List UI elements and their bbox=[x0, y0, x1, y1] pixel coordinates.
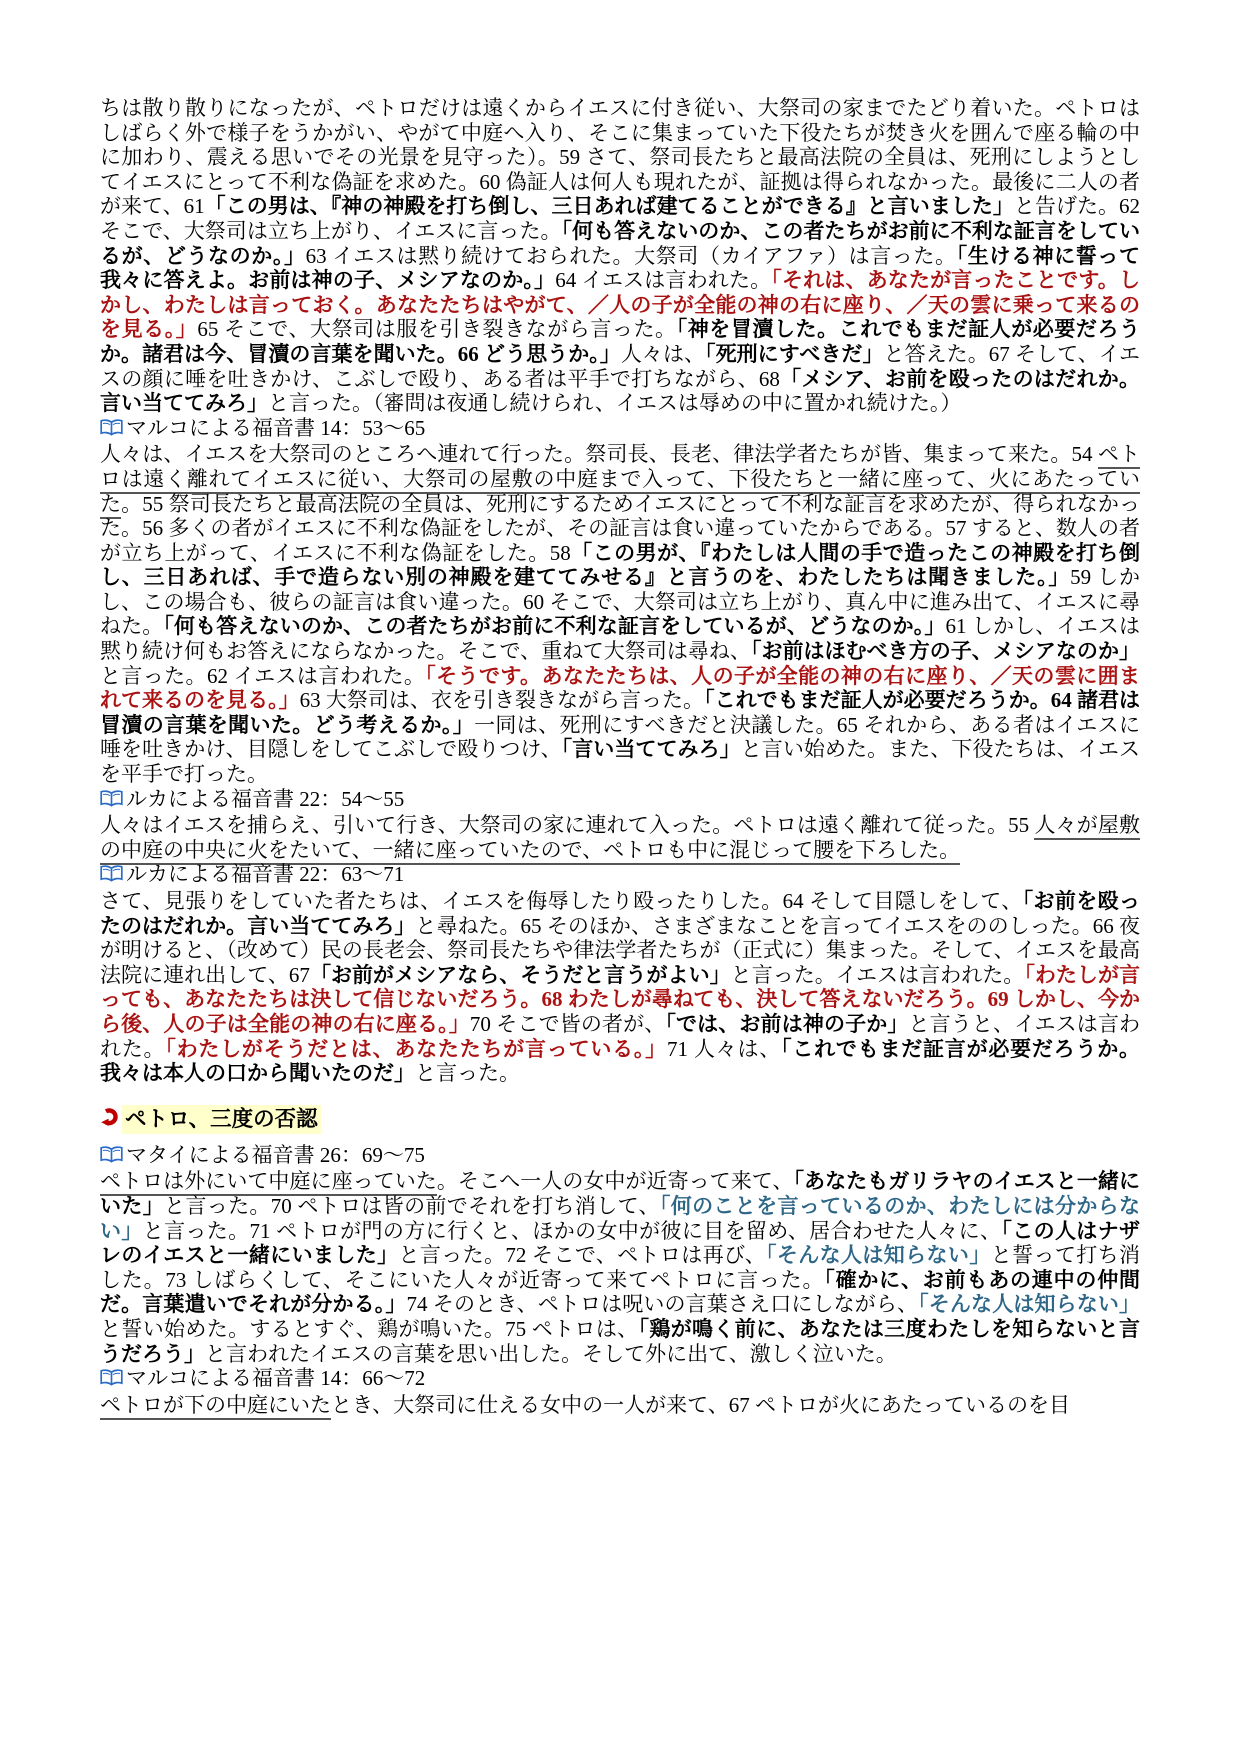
scripture-paragraph bbox=[100, 1393, 1140, 1418]
scripture-reference-label: ルカによる福音書 22：54～55 bbox=[126, 786, 405, 811]
scripture-reference bbox=[100, 1143, 1140, 1170]
body-text: 人々は、 bbox=[620, 341, 706, 366]
body-text: と言い始めた。また、下役たちは、イエスを平手で打った。 bbox=[100, 737, 1140, 787]
body-text: 65 そこで、大祭司は服を引き裂きながら言った。 bbox=[197, 317, 677, 342]
underlined-text: ペトロが下の中庭にいた bbox=[100, 1393, 331, 1420]
bold-quote-text: 「お前はほむべき方の子、メシアなのか」 bbox=[750, 639, 1140, 664]
body-text: と誓い始めた。するとすぐ、鶏が鳴いた。75 ペトロは、 bbox=[100, 1316, 639, 1341]
blue-emphasis-quote-text: 「そんな人は知らない」 bbox=[918, 1292, 1140, 1317]
body-text: 人々は、イエスを大祭司のところへ連れて行った。祭司長、長老、律法学者たちが皆、集まって来た。54 bbox=[100, 442, 1098, 467]
body-text: 63 大祭司は、衣を引き裂きながら言った。 bbox=[299, 688, 705, 713]
body-text: 61 しかし、イエスは黙り続け何もお答えにならなかった。そこで、重ねて大祭司は尋ね、 bbox=[100, 614, 1140, 664]
scripture-paragraph bbox=[100, 442, 1140, 786]
red-emphasis-quote-text: 「わたしがそうだとは、あなたたちが言っている。」 bbox=[165, 1036, 667, 1061]
scripture-reference-label: ルカによる福音書 22：63～71 bbox=[126, 862, 405, 887]
bold-quote-text: 「メシア、お前を殴ったのはだれか。言い当ててみろ」 bbox=[100, 366, 1140, 416]
open-book-icon bbox=[100, 418, 123, 443]
open-book-icon bbox=[100, 864, 123, 889]
body-text: と言った。72 そこで、ペトロは再び、 bbox=[398, 1243, 766, 1268]
body-text: 70 そこで皆の者が、 bbox=[469, 1011, 666, 1036]
body-text: と言われたイエスの言葉を思い出した。そして外に出て、激しく泣いた。 bbox=[205, 1341, 897, 1366]
bold-quote-text: 「言い当ててみろ」 bbox=[561, 737, 741, 762]
body-text: 人々はイエスを捕らえ、引いて行き、大祭司の家に連れて入った。ペトロは遠く離れて従った。55 bbox=[100, 813, 1035, 838]
bold-quote-text: 「お前がメシアなら、そうだと言うがよい」 bbox=[309, 962, 731, 987]
body-text: 74 そのとき、ペトロは呪いの言葉さえ口にしながら、 bbox=[406, 1292, 919, 1317]
blue-emphasis-quote-text: 「何のことを言っているのか、わたしには分からない」 bbox=[100, 1193, 1141, 1243]
bold-quote-text: 「この男が、『わたしは人間の手で造ったこの神殿を打ち倒し、三日あれば、手で造らない別の神殿を建ててみせる』と言うのを、わたしたちは聞きました。」 bbox=[100, 540, 1140, 590]
scripture-reference bbox=[100, 787, 1140, 814]
scripture-reference-label: マタイによる福音書 26：69～75 bbox=[126, 1142, 425, 1167]
body-text: と言うと、イエスは言われた。 bbox=[100, 1011, 1141, 1061]
bold-quote-text: 「では、お前は神の子か」 bbox=[665, 1011, 909, 1036]
bold-quote-text: 「神を冒瀆した。これでもまだ証人が必要だろうか。諸君は今、冒瀆の言葉を聞いた。66 どう思うか。」 bbox=[100, 317, 1141, 366]
body-text: 59 しかし、この場合も、彼らの証言は食い違った。60 そこで、大祭司は立ち上がり、真ん中に進み出て、イエスに尋ねた。 bbox=[100, 565, 1141, 639]
bold-quote-text: 「何も答えないのか、この者たちがお前に不利な証言をしているが、どうなのか。」 bbox=[100, 218, 1140, 268]
body-text: 71 人々は、 bbox=[666, 1036, 782, 1061]
red-emphasis-quote-text: 「それは、あなたが言ったことです。しかし、わたしは言っておく。あなたたちはやがて、／人の子が全能の神の右に座り、／天の雲に乗って来るのを見る。」 bbox=[100, 268, 1140, 342]
bold-quote-text: 「お前を殴ったのはだれか。言い当ててみろ」 bbox=[100, 889, 1140, 938]
open-book-icon bbox=[100, 1145, 123, 1170]
body-text: さて、見張りをしていた者たちは、イエスを侮辱したり殴ったりした。64 そして目隠しをして、 bbox=[100, 889, 1023, 913]
document-content bbox=[100, 96, 1140, 1417]
body-text: 。55 祭司長たちと最高法院の全員は、死刑にするためイエスにとって不利な証言を求めたが、得られなかった。56 多くの者がイエスに不利な偽証をしたが、その証言は食い違っていたからである。57 すると、数人の者が立ち上がって、イエスに不利な偽証をした。58 bbox=[100, 491, 1140, 565]
red-emphasis-quote-text: 「わたしが言っても、あなたたちは決して信じないだろう。68 わたしが尋ねても、決して答えないだろう。69 しかし、今から後、人の子は全能の神の右に座る。」 bbox=[100, 962, 1140, 1036]
bold-quote-text: 「生ける神に誓って我々に答えよ。お前は神の子、メシアなのか。」 bbox=[100, 243, 1141, 293]
body-text: 一同は、死刑にすべきだと決議した。65 それから、ある者はイエスに唾を吐きかけ、目隠しをしてこぶしで殴りつけ、 bbox=[100, 712, 1140, 762]
bold-quote-text: 「これでもまだ証人が必要だろうか。64 諸君は冒瀆の言葉を聞いた。どう考えるか。」 bbox=[100, 688, 1141, 737]
body-text: 63 イエスは黙り続けておられた。大祭司（カイアファ）は言った。 bbox=[305, 243, 957, 268]
underlined-text: ペトロは外にいて中庭に座っていた bbox=[100, 1169, 437, 1196]
body-text: と言った。62 イエスは言われた。 bbox=[100, 663, 426, 688]
body-text: と言った。71 ペトロが門の方に行くと、ほかの女中が彼に目を留め、居合わせた人々に、 bbox=[142, 1218, 1002, 1243]
scripture-paragraph bbox=[100, 96, 1140, 416]
bold-quote-text: 「この人はナザレのイエスと一緒にいました」 bbox=[100, 1218, 1141, 1268]
body-text: ちは散り散りになったが、ペトロだけは遠くからイエスに付き従い、大祭司の家までたどり着いた。ペトロはしばらく外で様子をうかがい、やがて中庭へ入り、そこに集まっていた下役たちが焚き火を囲んで座る輪の中に加わり、震える思いでその光景を見守った）。59 さて、祭司長たちと最高法院の全員は、死刑にしようとしてイエスにとって不利な偽証を求めた。60 偽証人は何人も現れたが、証拠は得られなかった。最後に二人の者が来て、61 bbox=[100, 96, 1140, 219]
open-book-icon bbox=[100, 1368, 123, 1393]
body-text: と尋ねた。65 そのほか、さまざまなことを言ってイエスをののしった。66 夜が明けると、（改めて）民の長老会、祭司長たちや律法学者たちが（正式に）集まった。そして、イエスを最高法院に連れ出して、67 bbox=[100, 913, 1140, 987]
body-text: と言った。（審問は夜通し続けられ、イエスは辱めの中に置かれ続けた。） bbox=[268, 391, 962, 416]
bold-quote-text: 「何も答えないのか、この者たちがお前に不利な証言をしているが、どうなのか。」 bbox=[163, 614, 946, 639]
red-emphasis-quote-text: 「そうです。あなたたちは、人の子が全能の神の右に座り、／天の雲に囲まれて来るのを見る。」 bbox=[100, 663, 1140, 713]
scripture-reference bbox=[100, 1366, 1140, 1393]
body-text: 。そこへ一人の女中が近寄って来て、 bbox=[436, 1169, 794, 1194]
underlined-text: 人々が屋敷の中庭の中央に火をたいて、一緒に座っていたので、ペトロも中に混じって腰を下ろした。 bbox=[100, 813, 1140, 865]
bold-quote-text: 「死刑にすべきだ」 bbox=[705, 341, 884, 366]
scripture-paragraph bbox=[100, 813, 1140, 862]
bold-quote-text: 「鶏が鳴く前に、あなたは三度わたしを知らないと言うだろう」 bbox=[100, 1316, 1141, 1366]
section-heading-label: ペトロ、三度の否認 bbox=[122, 1105, 321, 1134]
curved-arrow-icon bbox=[100, 1107, 121, 1135]
scripture-reference-label: マルコによる福音書 14：66～72 bbox=[126, 1366, 426, 1391]
scripture-reference bbox=[100, 416, 1140, 443]
scripture-reference bbox=[100, 862, 1140, 889]
bold-quote-text: 「この男は、『神の神殿を打ち倒し、三日あれば建てることができる』と言いました」 bbox=[204, 194, 1014, 219]
scripture-paragraph bbox=[100, 889, 1140, 1086]
body-text: と誓って打ち消した。73 しばらくして、そこにいた人々が近寄って来てペトロに言った。 bbox=[100, 1243, 1140, 1292]
bold-quote-text: 「確かに、お前もあの連中の仲間だ。言葉遣いでそれが分かる。」 bbox=[100, 1267, 1141, 1317]
body-text: と告げた。62 そこで、大祭司は立ち上がり、イエスに言った。 bbox=[100, 194, 1140, 243]
blue-emphasis-quote-text: 「そんな人は知らない」 bbox=[766, 1243, 991, 1268]
body-text: 64 イエスは言われた。 bbox=[555, 268, 772, 293]
body-text: と言った。70 ペトロは皆の前でそれを打ち消して、 bbox=[164, 1193, 660, 1218]
section-heading bbox=[100, 1106, 1140, 1135]
body-text: と言った。イエスは言われた。 bbox=[730, 962, 1025, 987]
bold-quote-text: 「これでもまだ証言が必要だろうか。我々は本人の口から聞いたのだ」 bbox=[100, 1036, 1141, 1086]
body-text: と答えた。67 そして、イエスの顔に唾を吐きかけ、こぶしで殴り、ある者は平手で打ちながら、68 bbox=[100, 341, 1141, 391]
body-text: と言った。 bbox=[415, 1061, 520, 1086]
scripture-reference-label: マルコによる福音書 14：53～65 bbox=[126, 415, 426, 440]
body-text: とき、大祭司に仕える女中の一人が来て、67 ペトロが火にあたっているのを目 bbox=[331, 1392, 1070, 1417]
open-book-icon bbox=[100, 789, 123, 814]
bold-quote-text: 「あなたもガリラヤのイエスと一緒にいた」 bbox=[100, 1169, 1140, 1218]
underlined-text: ペトロは遠く離れてイエスに従い、大祭司の屋敷の中庭まで入って、下役たちと一緒に座って、火にあたっていた bbox=[100, 442, 1140, 518]
scripture-paragraph bbox=[100, 1169, 1140, 1366]
